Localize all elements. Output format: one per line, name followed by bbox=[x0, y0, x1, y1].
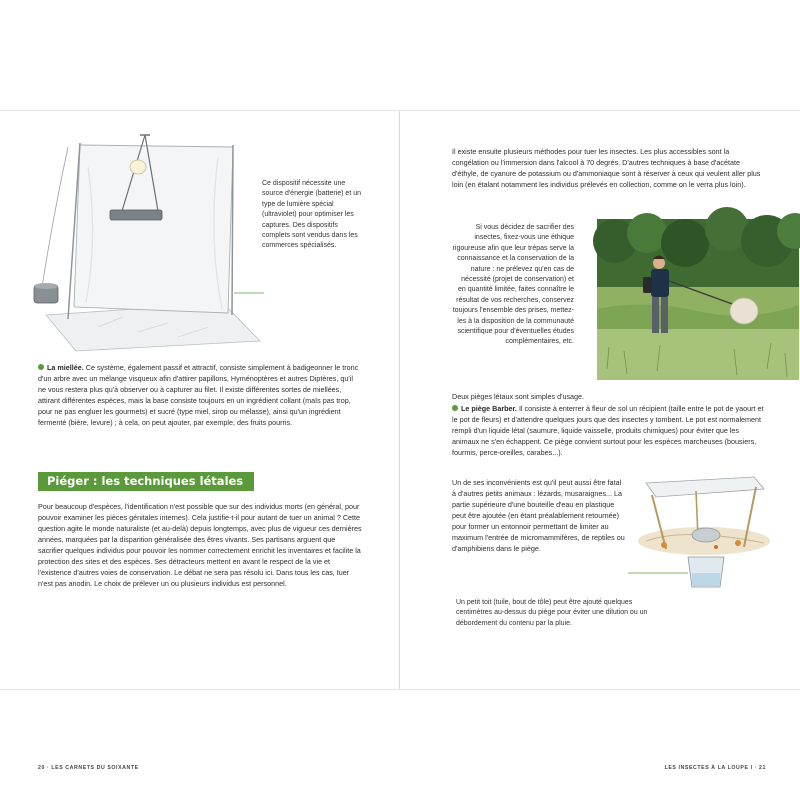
right-page-folio: LES INSECTES À LA LOUPE I · 21 bbox=[664, 765, 766, 771]
left-page-folio: 20 · LES CARNETS DU SOIXANTE bbox=[38, 765, 139, 771]
section-paragraph: Pour beaucoup d'espèces, l'identification n'est possible que sur des individus morts (en général, pour pouvoir examiner les pièces génitales internes). Cela justifie-t-il pour autant de tuer un animal ? Cette question agite le monde naturaliste (et au-delà) depuis longtemps, avec plus de vigueur ces dernières années, marquées par la disparition généralisée des êtres vivants. Ses partisans arguent que sacrifier quelques individus pour pouvoir les nommer correctement enrichit les inventaires et facilite la protection des sites et des espèces. Ses détracteurs mettent en avant le respect de la vie et l'existence d'autres voies de conservation. Le débat ne sera pas résolu ici. Dans tous les cas, tuer n'est pas anodin. Le choix de prélever un ou plusieurs individus est personnel. bbox=[38, 502, 362, 588]
left-page bbox=[0, 111, 400, 771]
dispositif-caption: Ce dispositif nécessite une source d'énergie (batterie) et un type de lumière spécial (ultraviolet) pour optimiser les captures. Des dispositifs complets sont vendus dans les commerces spécialisés. bbox=[262, 180, 362, 250]
bullet-dot-icon bbox=[38, 364, 44, 370]
light-trap-illustration bbox=[28, 127, 268, 353]
bullet-dot-icon bbox=[452, 405, 458, 411]
barber-paragraph-2: Un de ses inconvénients est qu'il peut aussi être fatal à d'autres petits animaux : lézards, musaraignes... La partie supérieure d'une bouteille d'eau en plastique peut être ajoutée (en étant préalablement retournée) pour former un entonnoir permettant de limiter au maximum l'entrée de micromammifères, de reptiles ou d'amphibiens dans le piège. bbox=[452, 478, 625, 553]
right-page bbox=[400, 111, 800, 771]
barber-paragraph-1 bbox=[452, 403, 768, 458]
barber-title: Le piège Barber. bbox=[461, 404, 517, 413]
insect-netting-photo bbox=[597, 219, 799, 380]
section-heading: Piéger : les techniques létales bbox=[38, 472, 254, 491]
ethics-caption: Si vous décidez de sacrifier des insectes, fixez-vous une éthique rigoureuse afin que leur trépas serve la connaissance et la conservation de la nature : ne prélevez qu'en cas de nécessité (projet de conservation) et en quantité limitée, faites connaître le résultat de vos recherches, conservez toujours l'ensemble des prises, mettez-les à la disposition de la communauté scientifique pour d'éventuelles études complémentaires, etc. bbox=[452, 224, 574, 346]
toit-caption: Un petit toit (tuile, bout de tôle) peut être ajouté quelques centimètres au-dessus du piège pour éviter une dilution ou un débordement du contenu par la pluie. bbox=[456, 599, 648, 627]
miellee-text: Ce système, également passif et attractif, consiste simplement à badigeonner le tronc d'un arbre avec un mélange visqueux afin d'attirer papillons, Hyménoptères et autres Diptères, qu'il ne vous restera plus qu'à observer ou à capturer au filet. Il existe différentes sortes de miellées, attirant différentes espèces, mais la base consiste toujours en un ingrédient collant (maïs pas trop, pour ne pas engluer les gourmets) et sucré (type miel, sirop ou mélasse), ainsi qu'un ingrédient fermenté (bière, levure) ; à cela, on peut ajouter, par exemple, des fruits pourris. bbox=[38, 363, 359, 427]
intro-paragraph: Il existe ensuite plusieurs méthodes pour tuer les insectes. Les plus accessibles sont la congélation ou l'immersion dans l'alcool à 70 degrés. D'autres techniques à base d'acétate d'éthyle, de cyanure de potassium ou d'ammoniaque sont à réserver à ceux qui veulent aller plus loin (en étalant notamment les individus prélevés en collection, comme on le verra plus loin). bbox=[452, 147, 761, 189]
miellee-title: La miellée. bbox=[47, 363, 84, 372]
pitfall-trap-illustration bbox=[626, 457, 776, 595]
miellee-paragraph bbox=[38, 362, 362, 428]
pieges-intro: Deux pièges létaux sont simples d'usage. bbox=[452, 392, 585, 401]
barber-text-1: Il consiste à enterrer à fleur de sol un récipient (taille entre le pot de yaourt et le pot de fleurs) et d'attendre quelques jours que des insectes y tombent. Le pot est normalement rempli d'un liquide létal (saumure, liquide vaisselle, produits chimiques) pour éviter que les animaux ne s'en échappent. Ce piège convient surtout pour les espèces marcheuses (bousiers, fourmis, perce-oreilles, carabes...). bbox=[452, 404, 764, 457]
spread-bottom-edge bbox=[0, 689, 800, 690]
